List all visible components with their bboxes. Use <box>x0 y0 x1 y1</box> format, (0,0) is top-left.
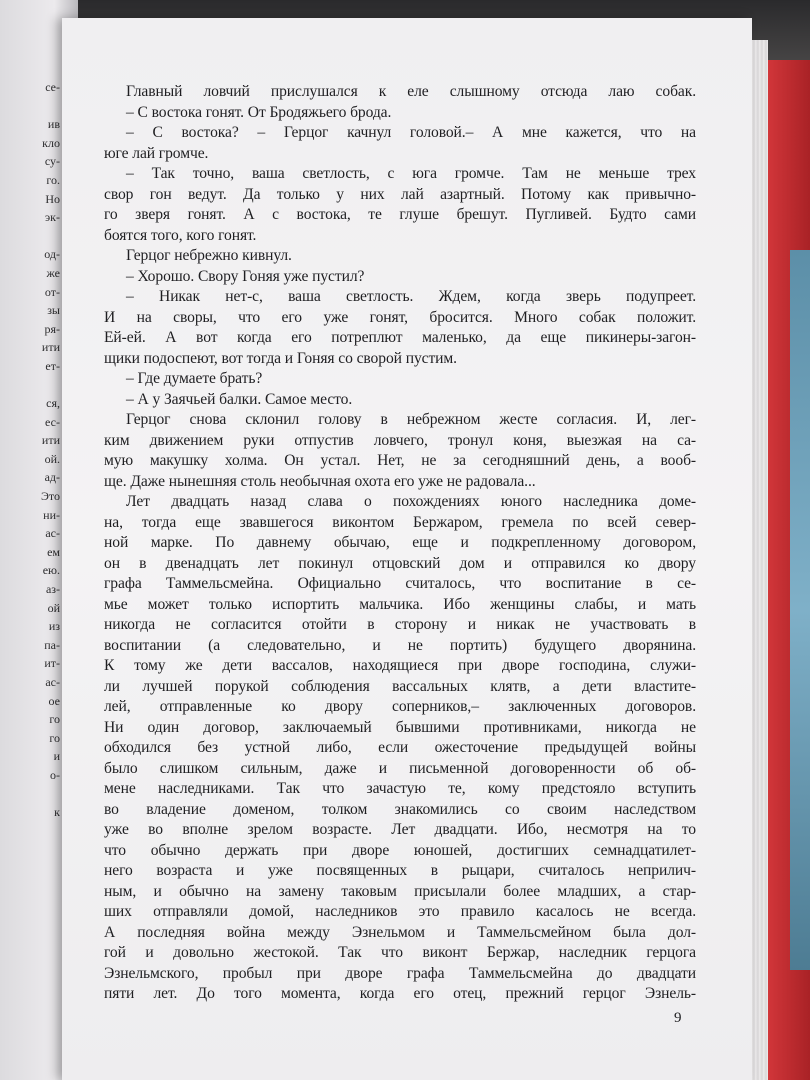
left-page-fragment: ею. <box>42 563 60 578</box>
left-page-fragment: ой. <box>44 451 60 466</box>
text-line: Главный ловчий прислушался к еле слышному отсюда лаю собак. <box>126 83 696 100</box>
left-page-fragment: к <box>54 805 60 820</box>
left-page-fragment: од- <box>44 247 60 262</box>
text-line: ным, и обычно на замену таковым присылали более младших, а стар- <box>104 882 696 900</box>
text-line: ной марке. По давнему обычаю, еще и подкрепленному договором, <box>104 534 696 551</box>
left-page-fragment: же <box>46 265 60 280</box>
left-page-fragment: ив <box>47 117 60 132</box>
text-line: – Хорошо. Свору Гоняя уже пустил? <box>126 267 365 285</box>
text-line: – Так точно, ваша светлость, с юга громче. Там не меньше трех <box>126 165 696 182</box>
left-page-fragment: ити <box>41 340 60 355</box>
text-line: И на своры, что его уже гонят, бросится. Много собак положит. <box>104 308 696 326</box>
text-line: никогда не согласится отойти в сторону и никак не участвовать в <box>104 616 696 633</box>
text-line: ших отправляли домой, наследников это правило касалось не всегда. <box>104 903 696 920</box>
text-line: ли лучшей порукой соблюдения вассальных клятв, а дети властите- <box>104 677 696 695</box>
text-line: боятся того, кого гонят. <box>104 226 257 244</box>
text-line: – С востока гонят. От Бродяжьего брода. <box>126 103 392 121</box>
text-line: ще. Даже нынешняя столь необычная охота его уже не радовала... <box>104 472 536 490</box>
text-line: – Где думаете брать? <box>126 370 263 387</box>
text-line: свор гон ведут. Да только у них лай азартный. Потому как привычно- <box>104 185 696 203</box>
text-line: – С востока? – Герцог качнул головой.– А мне кажется, что на <box>126 124 696 141</box>
text-line: Ни один договор, заключаемый бывшими противниками, никогда не <box>104 718 696 736</box>
left-page-fragment: се- <box>45 80 60 94</box>
text-line: юге лай громче. <box>104 144 209 162</box>
left-page-fragment: го. <box>46 172 60 187</box>
text-line: ким движением руки отпустив ловчего, тронул коня, выезжая на са- <box>104 431 696 449</box>
left-page-fragment: ся, <box>46 396 60 411</box>
right-page <box>62 18 752 1080</box>
left-page-fragment: су- <box>44 154 60 169</box>
left-page-fragment: эк- <box>45 210 60 225</box>
text-line: что обычно держать при дворе юношей, достигших семнадцатилет- <box>104 841 696 859</box>
left-page-fragment: из <box>48 619 60 634</box>
left-page-fragment <box>0 97 60 116</box>
text-line: обходился без устной либо, если ожесточение предыдущей войны <box>104 739 696 756</box>
left-page-fragment: ас- <box>45 675 60 689</box>
page-number: 9 <box>674 1010 682 1026</box>
text-line: на, тогда еще звавшегося виконтом Бержаром, гремела по всей север- <box>104 513 696 531</box>
left-page-fragment: аз- <box>45 582 60 597</box>
text-line: было слишком сильным, даже и письменной договоренности об об- <box>104 759 696 777</box>
left-page-fragment: Это <box>40 489 60 504</box>
text-line: А последняя война между Эзнельмом и Таммельсмейном была дол- <box>104 923 696 941</box>
left-page-fragment: па- <box>44 637 60 652</box>
left-page-fragment: ой <box>47 600 60 615</box>
text-line: пяти лет. До того момента, когда его отец, прежний герцог Эзнель- <box>104 985 696 1002</box>
text-line: Эзнельмского, пробыл при дворе графа Таммельсмейна до двадцати <box>104 964 696 982</box>
text-line: Ей-ей. А вот когда его потреплют маленько, да еще пикинеры-загон- <box>104 329 696 346</box>
text-line: К тому же дети вассалов, находящиеся при дворе господина, служи- <box>104 657 696 674</box>
text-line: лей, отправленные ко двору соперников,– заключенных договоров. <box>104 698 696 715</box>
text-line: Лет двадцать назад слава о похождениях юного наследника доме- <box>126 493 696 510</box>
left-page-fragment: от- <box>44 284 60 299</box>
left-page-fragment: зы <box>47 303 60 318</box>
left-page-text <box>0 78 60 822</box>
page-body-text <box>104 82 696 1005</box>
text-line: мене наследниками. Так что зачастую те, кому предстояло вступить <box>104 780 696 797</box>
left-page-fragment: го <box>49 730 60 745</box>
left-page-fragment <box>0 785 60 804</box>
text-line: во владение доменом, толком знакомились со своим наследством <box>104 800 696 818</box>
text-line: щики подоспеют, вот тогда и Гоняя со сворой пустим. <box>104 349 457 367</box>
left-page-fragment: ит- <box>44 656 60 671</box>
left-page-fragment: ое <box>48 693 60 708</box>
left-page-fragment <box>0 227 60 246</box>
text-line: мую макушку холма. Он устал. Нет, не за сегодняшний день, а вооб- <box>104 452 696 469</box>
text-line: графа Таммельсмейна. Официально считалось, что воспитание в се- <box>104 575 696 592</box>
left-page-fragment: ем <box>47 544 60 559</box>
text-line: – Никак нет-с, ваша светлость. Ждем, когда зверь подупреет. <box>126 288 696 305</box>
text-line: – А у Заячьей балки. Самое место. <box>126 390 353 408</box>
left-page-fragment: ити <box>41 433 60 448</box>
left-page-fragment: Но <box>45 191 60 206</box>
background-object <box>790 250 810 970</box>
text-line: мье может только испортить мальчика. Ибо женщины слабы, и мать <box>104 595 696 613</box>
left-page-fragment: ря- <box>44 321 60 336</box>
left-page-fragment: ас- <box>45 526 60 541</box>
left-page-fragment: ад- <box>44 470 60 485</box>
text-line: Герцог снова склонил голову в небрежном жесте согласия. И, лег- <box>126 411 696 428</box>
left-page-fragment: и <box>53 749 60 764</box>
left-page-fragment <box>0 376 60 395</box>
text-line: го зверя гонят. А с востока, те глуше брешут. Пугливей. Будто сами <box>104 206 696 223</box>
left-page-fragment: ет- <box>45 358 60 373</box>
text-line: гой и довольно жестокой. Так что виконт Бержар, наследник герцога <box>104 944 696 961</box>
left-page-fragment: кло <box>42 135 60 150</box>
text-line: него возраста и уже посвященных в рыцари, считалось неприлич- <box>104 862 696 879</box>
left-page-fragment: о- <box>50 767 60 782</box>
text-line: Герцог небрежно кивнул. <box>126 247 292 264</box>
text-line: воспитании (а следовательно, и не портить) будущего дворянина. <box>104 636 696 654</box>
left-page-fragment: го <box>49 712 60 727</box>
left-page-fragment: ес- <box>45 414 60 429</box>
text-line: уже во вполне зрелом возрасте. Лет двадцати. Ибо, несмотря на то <box>104 821 696 838</box>
text-line: он в двенадцать лет покинул отцовский дом и отправился ко двору <box>104 554 696 572</box>
left-page-fragment: ни- <box>43 507 60 522</box>
